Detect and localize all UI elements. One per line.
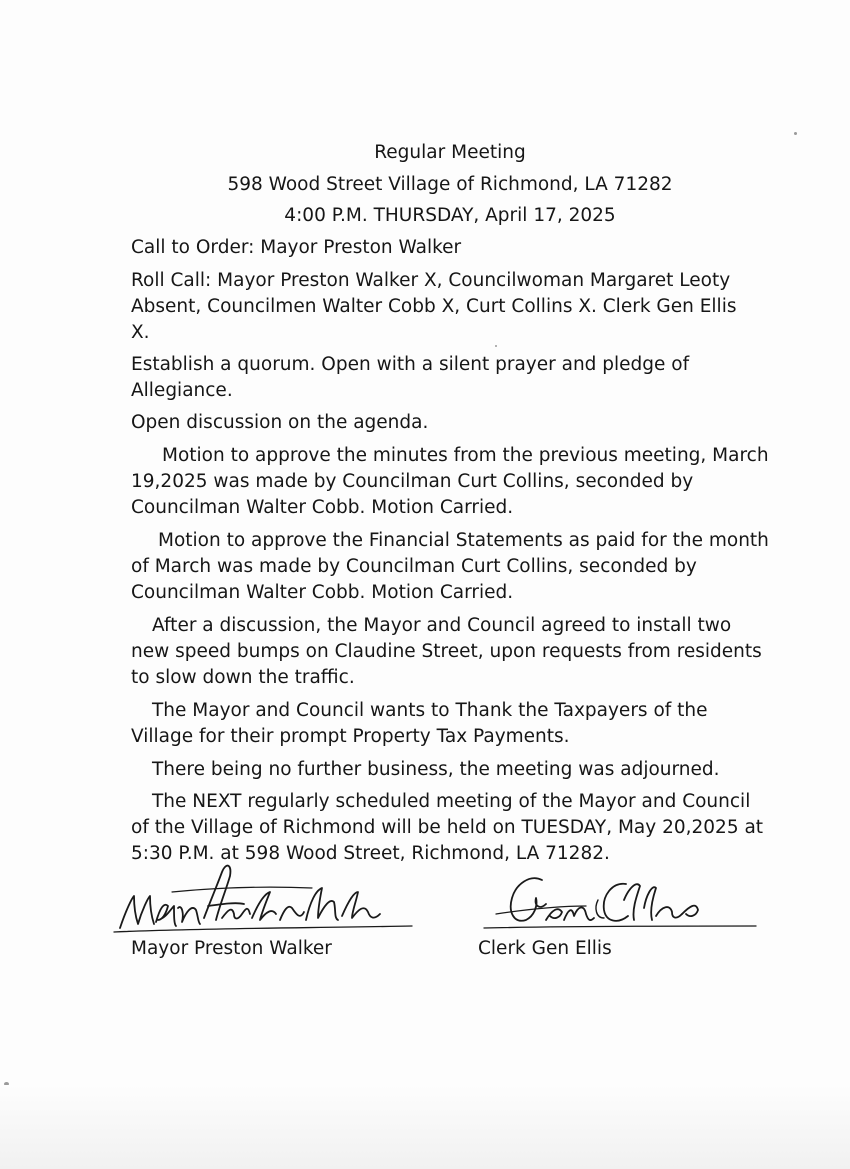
thanks-line-1: The Mayor and Council wants to Thank the Taxpayers of the	[152, 700, 708, 721]
minutes-motion-line-3: Councilman Walter Cobb. Motion Carried.	[131, 497, 514, 518]
adjourned-line: There being no further business, the meeting was adjourned.	[152, 759, 720, 780]
meeting-address: 598 Wood Street Village of Richmond, LA 71282	[227, 174, 673, 195]
agenda-line: Open discussion on the agenda.	[131, 412, 429, 433]
meeting-title: Regular Meeting	[374, 142, 526, 163]
roll-call-line-2: Absent, Councilmen Walter Cobb X, Curt Collins X. Clerk Gen Ellis	[131, 296, 737, 317]
quorum-line-1: Establish a quorum. Open with a silent prayer and pledge of	[131, 354, 690, 375]
minutes-motion-line-1: Motion to approve the minutes from the previous meeting, March	[162, 445, 769, 466]
next-meeting-line-1: The NEXT regularly scheduled meeting of the Mayor and Council	[152, 791, 751, 812]
thanks-line-2: Village for their prompt Property Tax Payments.	[131, 726, 570, 747]
next-meeting-line-2: of the Village of Richmond will be held on TUESDAY, May 20,2025 at	[131, 817, 764, 838]
scan-bottom-shadow	[0, 1085, 850, 1169]
scan-speck	[495, 345, 497, 347]
call-to-order: Call to Order: Mayor Preston Walker	[131, 237, 462, 258]
clerk-signature-caption: Clerk Gen Ellis	[478, 938, 612, 959]
next-meeting-line-3: 5:30 P.M. at 598 Wood Street, Richmond, LA 71282.	[131, 843, 610, 864]
speed-bumps-line-2: new speed bumps on Claudine Street, upon requests from residents	[131, 641, 762, 662]
financial-motion-line-1: Motion to approve the Financial Statements as paid for the month	[158, 530, 769, 551]
minutes-motion-line-2: 19,2025 was made by Councilman Curt Collins, seconded by	[131, 471, 694, 492]
mayor-signature-caption: Mayor Preston Walker	[131, 938, 332, 959]
scan-speck	[794, 132, 797, 135]
meeting-datetime: 4:00 P.M. THURSDAY, April 17, 2025	[284, 205, 616, 226]
mayor-signature	[112, 858, 422, 938]
speed-bumps-line-1: After a discussion, the Mayor and Council agreed to install two	[152, 615, 732, 636]
clerk-signature	[476, 870, 766, 935]
clerk-signature-ink	[484, 878, 756, 928]
quorum-line-2: Allegiance.	[131, 380, 233, 401]
financial-motion-line-3: Councilman Walter Cobb. Motion Carried.	[131, 582, 514, 603]
mayor-signature-ink	[114, 866, 412, 932]
roll-call-line-3: X.	[131, 322, 150, 343]
speed-bumps-line-3: to slow down the traffic.	[131, 667, 355, 688]
financial-motion-line-2: of March was made by Councilman Curt Collins, seconded by	[131, 556, 697, 577]
roll-call-line-1: Roll Call: Mayor Preston Walker X, Councilwoman Margaret Leoty	[131, 270, 731, 291]
